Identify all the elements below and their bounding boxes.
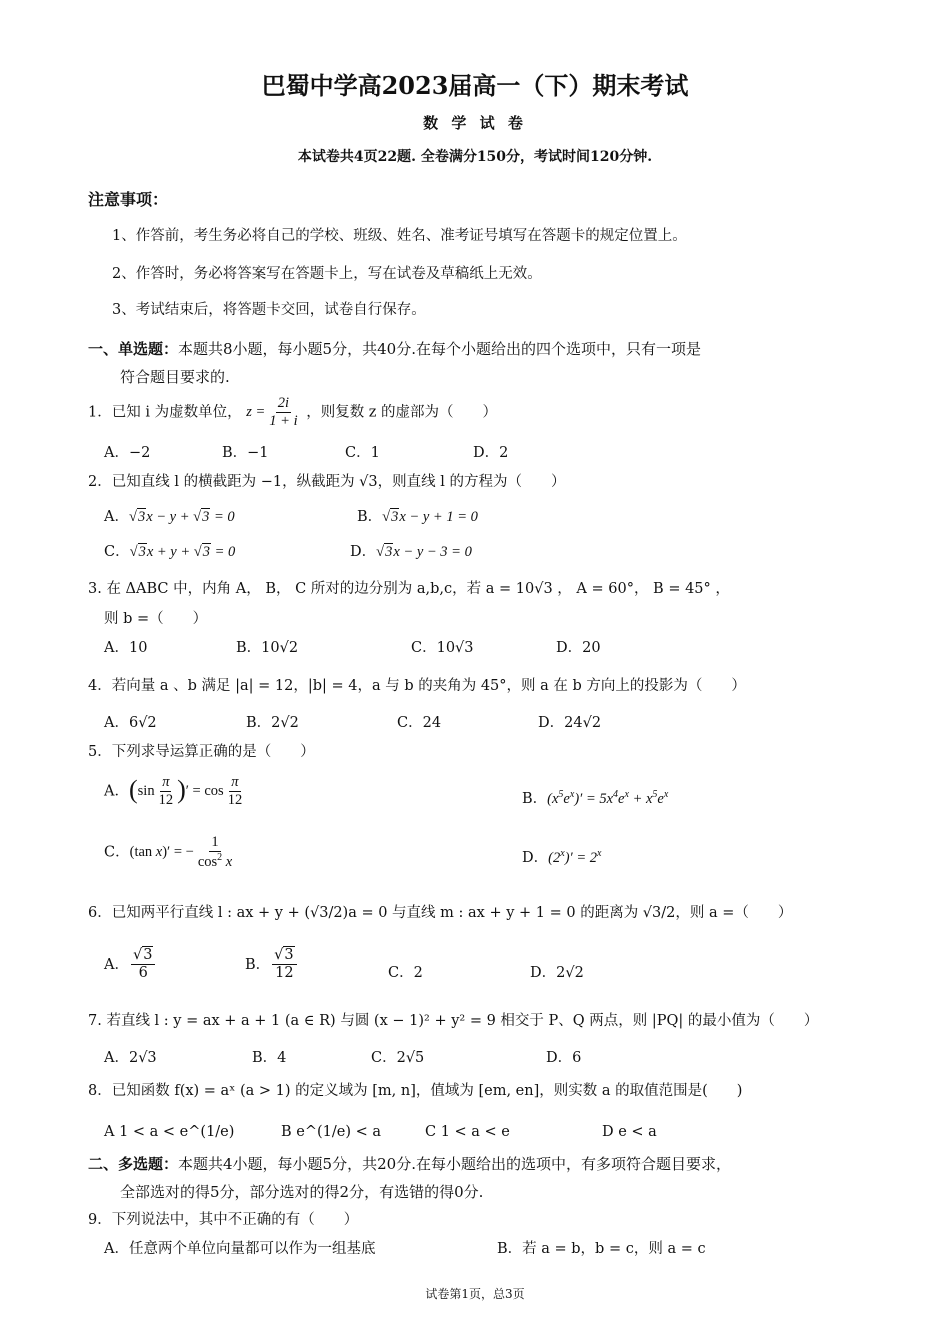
q6-option-b: B． $\frac{√3}{12}$ xyxy=(245,948,299,982)
section2-desc2: 全部选对的得5分，部分选对的得2分，有选错的得0分. xyxy=(120,1183,484,1201)
q9-option-a: A．任意两个单位向量都可以作为一组基底 xyxy=(104,1241,376,1257)
section2-heading xyxy=(88,1153,731,1174)
section1-heading xyxy=(88,338,701,359)
q1-pre: 1．已知 i 为虚数单位， xyxy=(88,404,242,421)
q6-option-c: C．2 xyxy=(388,965,423,981)
exam-subtitle: 数 学 试 卷 xyxy=(423,114,527,132)
q5-option-d: D．$(2^x)' = 2^x$ xyxy=(522,848,602,866)
q3-option-b: B．10√2 xyxy=(236,640,299,656)
question-5: 5．下列求导运算正确的是（ ） xyxy=(88,744,315,760)
question-9: 9．下列说法中，其中不正确的有（ ） xyxy=(88,1212,359,1228)
notice-item-2: 2、作答时，务必将答案写在答题卡上，写在试卷及草稿纸上无效。 xyxy=(112,266,542,282)
q8-option-c: C 1 < a < e xyxy=(425,1124,510,1140)
q1-option-b: B．−1 xyxy=(222,445,269,461)
notice-item-1: 1、作答前，考生务必将自己的学校、班级、姓名、准考证号填写在答题卡的规定位置上。 xyxy=(112,228,687,244)
question-3-line1: 3. 在 ΔABC 中，内角 A， B， C 所对的边分别为 a,b,c，若 a = 10√3 ， A = 60°， B = 45° ， xyxy=(88,581,730,597)
q7-option-a: A．2√3 xyxy=(104,1050,157,1066)
question-1 xyxy=(88,396,497,430)
q3-option-c: C．10√3 xyxy=(411,640,474,656)
q7-option-b: B．4 xyxy=(252,1050,287,1066)
question-7: 7. 若直线 l : y = ax + a + 1 (a ∈ R) 与圆 (x − 1)² + y² = 9 相交于 P、Q 两点，则 |PQ| 的最小值为（ ） xyxy=(88,1013,819,1029)
q1-formula: z = $\frac{2i}{1 + i}$ xyxy=(246,395,298,429)
q8-option-a: A 1 < a < e^(1/e) xyxy=(104,1124,235,1140)
section1-desc2: 符合题目要求的. xyxy=(120,368,230,386)
question-2: 2．已知直线 l 的横截距为 −1，纵截距为 √3，则直线 l 的方程为（ ） xyxy=(88,474,566,490)
q1-option-a: A．−2 xyxy=(104,445,151,461)
q4-option-c: C．24 xyxy=(397,715,442,731)
q1-option-d: D．2 xyxy=(473,445,509,461)
q6-option-d: D．2√2 xyxy=(530,965,584,981)
q1-post: ，则复数 z 的虚部为（ ） xyxy=(306,404,498,421)
q7-option-d: D．6 xyxy=(546,1050,582,1066)
question-4: 4．若向量 a 、b 满足 |a| = 12，|b| = 4，a 与 b 的夹角为 45°，则 a 在 b 方向上的投影为（ ） xyxy=(88,678,746,694)
q2-option-a: A．√3x − y + √3 = 0 xyxy=(104,509,235,525)
q9-option-b: B．若 a = b，b = c，则 a = c xyxy=(497,1241,706,1257)
q4-option-a: A．6√2 xyxy=(104,715,157,731)
question-3-line2: 则 b =（ ） xyxy=(104,611,208,627)
q5-option-b: B．$(x^5e^x)' = 5x^4e^x + x^5e^x$ xyxy=(522,789,669,807)
section2-label: 二、多选题： xyxy=(88,1155,179,1173)
question-8: 8．已知函数 f(x) = aˣ (a > 1) 的定义域为 [m, n]，值域为 [em, en]，则实数 a 的取值范围是( ) xyxy=(88,1083,743,1099)
section1-desc: 本题共8小题，每小题5分，共40分.在每个小题给出的四个选项中，只有一项是 xyxy=(178,340,701,358)
q2-option-b: B．√3x − y + 1 = 0 xyxy=(357,509,478,525)
notice-heading: 注意事项： xyxy=(88,190,169,209)
q2-option-c: C．√3x + y + √3 = 0 xyxy=(104,544,236,560)
q5-option-a: A．(sin $\frac{\pi}{12}$ )′ = cos $\frac{\pi}{12}$ xyxy=(104,774,243,808)
section2-desc: 本题共4小题，每小题5分，共20分.在每小题给出的选项中，有多项符合题目要求， xyxy=(178,1155,731,1173)
question-6: 6．已知两平行直线 l : ax + y + (√3/2)a = 0 与直线 m : ax + y + 1 = 0 的距离为 √3/2，则 a =（ ） xyxy=(88,905,793,921)
q3-option-d: D．20 xyxy=(556,640,601,656)
exam-info: 本试卷共4页22题. 全卷满分150分，考试时间120分钟. xyxy=(297,149,653,165)
page-footer: 试卷第1页，总3页 xyxy=(425,1287,525,1301)
q3-option-a: A．10 xyxy=(104,640,148,656)
q5-option-c: C．(tan x)′ = − $\frac{1}{\cos^2 x}$ xyxy=(104,834,233,870)
q2-option-d: D．√3x − y − 3 = 0 xyxy=(350,544,472,560)
q8-option-d: D e < a xyxy=(602,1124,657,1140)
q7-option-c: C．2√5 xyxy=(371,1050,425,1066)
q4-option-b: B．2√2 xyxy=(246,715,299,731)
exam-title: 巴蜀中学高2023届高一（下）期末考试 xyxy=(261,71,689,100)
q1-option-c: C．1 xyxy=(345,445,380,461)
notice-item-3: 3、考试结束后，将答题卡交回，试卷自行保存。 xyxy=(112,302,426,318)
section1-label: 一、单选题： xyxy=(88,340,179,358)
q8-option-b: B e^(1/e) < a xyxy=(281,1124,382,1140)
q4-option-d: D．24√2 xyxy=(538,715,602,731)
q6-option-a: A． $\frac{√3}{6}$ xyxy=(104,948,157,982)
